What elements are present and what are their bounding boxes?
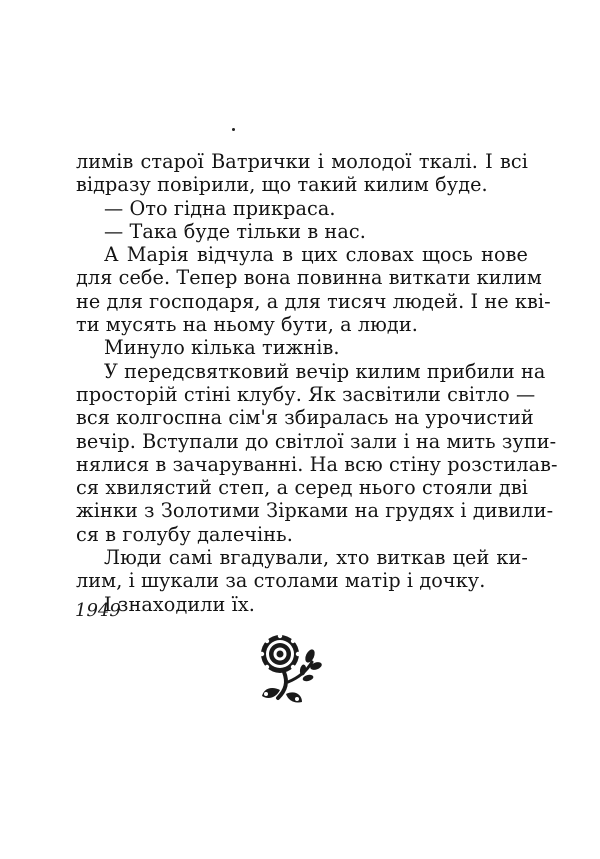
- floral-ornament-icon: [250, 628, 330, 708]
- text-line: А Марія відчула в цих словах щось нове: [104, 243, 528, 267]
- text-line: ся в голубу далечінь.: [76, 522, 293, 546]
- text-line: не для господаря, а для тисяч людей. І не кві-: [76, 289, 551, 313]
- text-line: У передсвятковий вечір килим прибили на: [104, 359, 546, 383]
- text-line: жінки з Золотими Зірками на грудях і дивили-: [76, 499, 554, 523]
- text-line: вечір. Вступали до світлої зали і на мить зупи-: [76, 429, 557, 453]
- text-line: ся хвилястий степ, а серед нього стояли дві: [76, 476, 528, 500]
- text-line: вся колгоспна сім'я збиралась на урочистий: [76, 406, 534, 430]
- text-line: Минуло кілька тижнів.: [104, 336, 340, 360]
- text-line: І знаходили їх.: [104, 592, 255, 616]
- text-line: лимів старої Ватрички і молодої ткалі. І всі: [76, 150, 528, 173]
- text-body: [76, 150, 558, 616]
- text-line: ти мусять на ньому бути, а люди.: [76, 313, 418, 337]
- date-signature: 1949: [75, 600, 121, 621]
- stray-dot: [232, 128, 235, 131]
- text-line: просторій стіні клубу. Як засвітили світло —: [76, 382, 536, 406]
- text-line: — Така буде тільки в нас.: [104, 219, 366, 243]
- text-line: відразу повірили, що такий килим буде.: [76, 173, 488, 197]
- text-line: Люди самі вгадували, хто виткав цей ки-: [104, 546, 528, 570]
- text-line: лим, і шукали за столами матір і дочку.: [76, 569, 486, 593]
- text-line: для себе. Тепер вона повинна виткати килим: [76, 266, 542, 290]
- text-line: нялися в зачаруванні. На всю стіну розстилав-: [76, 452, 558, 476]
- text-line: — Ото гідна прикраса.: [104, 196, 336, 220]
